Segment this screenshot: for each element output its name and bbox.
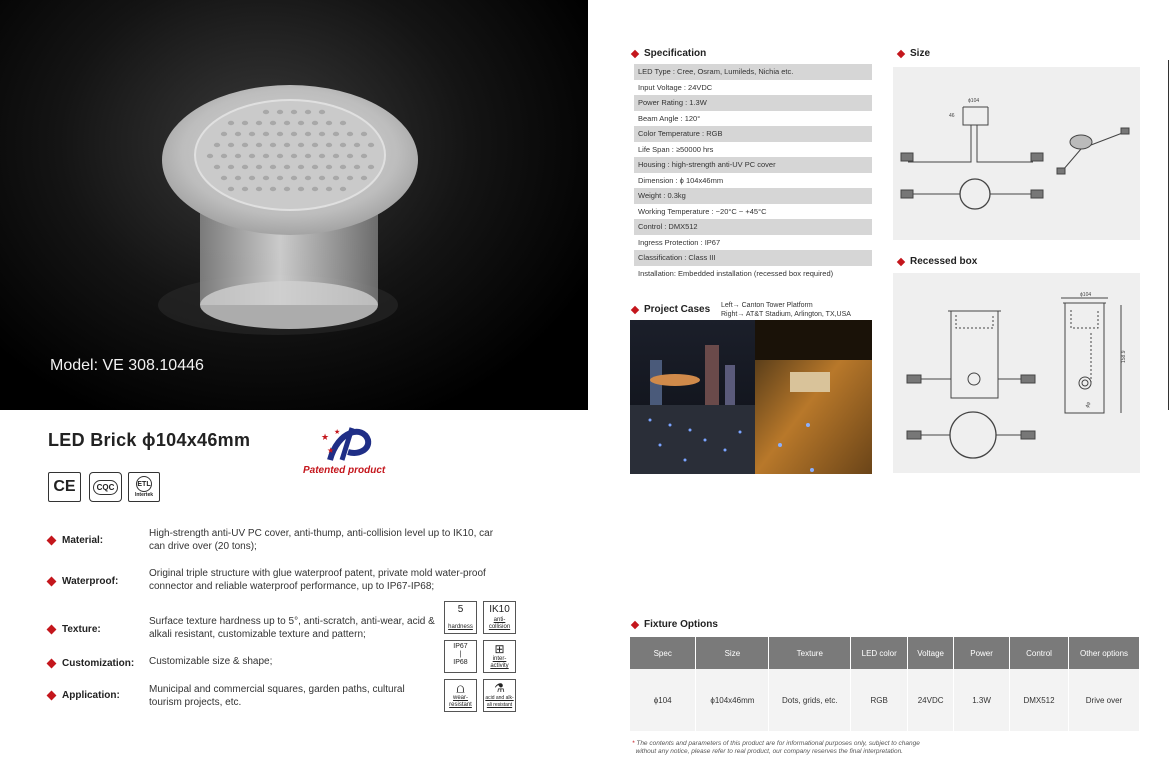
bullet-diamond-icon: [631, 49, 639, 57]
texture-dot: [277, 132, 283, 136]
texture-dot: [368, 165, 374, 169]
texture-dot: [361, 132, 367, 136]
spec-row: Control : DMX512: [634, 219, 872, 235]
project-caption: Left→ Canton Tower Platform Right→ AT&T Stadium, Arlington, TX,USA: [721, 302, 851, 318]
interactivity-badge: ⊞ inter-activity: [483, 640, 516, 673]
project-photo: [630, 320, 872, 474]
texture-dot: [221, 132, 227, 136]
product-title: LED Brick ϕ104x46mm: [48, 430, 251, 450]
spec-row: Installation: Embedded installation (recessed box required): [634, 266, 872, 282]
texture-dot: [298, 187, 304, 191]
texture-dot: [340, 143, 346, 147]
texture-dot: [270, 187, 276, 191]
bullet-diamond-icon: [47, 659, 57, 669]
texture-dot: [270, 165, 276, 169]
texture-dot: [305, 154, 311, 158]
bullet-diamond-icon: [47, 625, 57, 635]
fixture-options-heading: Fixture Options: [632, 619, 718, 630]
texture-dot: [277, 154, 283, 158]
texture-dot: [284, 165, 290, 169]
spec-row: Life Span : ≥50000 hrs: [634, 142, 872, 158]
texture-dot: [263, 132, 269, 136]
feature-text-texture: Surface texture hardness up to 5°, anti-scratch, anti-wear, acid & alkali resistant, customizable texture and pattern;: [149, 616, 435, 640]
texture-dot: [242, 187, 248, 191]
cqc-mark-icon: CQC: [89, 472, 122, 502]
spec-row: Weight : 0.3kg: [634, 188, 872, 204]
texture-dot: [319, 110, 325, 114]
svg-text:★: ★: [327, 446, 335, 455]
texture-dot: [256, 165, 262, 169]
texture-dot: [326, 165, 332, 169]
bullet-diamond-icon: [47, 577, 57, 587]
fixture-header-cell: LED color: [851, 637, 908, 669]
patent-logo-icon: [318, 420, 378, 470]
svg-text:ϕ9: ϕ9: [1084, 401, 1093, 409]
svg-text:★: ★: [334, 429, 341, 436]
svg-text:158.9: 158.9: [1121, 350, 1127, 363]
texture-dot: [340, 165, 346, 169]
spec-row: Ingress Protection : IP67: [634, 235, 872, 251]
grid-icon: ⊞: [494, 642, 505, 656]
texture-dot: [361, 176, 367, 180]
texture-dot: [235, 176, 241, 180]
texture-dot: [347, 132, 353, 136]
fixture-header-cell: Voltage: [908, 637, 954, 669]
texture-dot: [256, 143, 262, 147]
fixture-value-cell: Drive over: [1069, 669, 1140, 731]
texture-dot: [284, 187, 290, 191]
texture-dot: [326, 187, 332, 191]
texture-dot: [256, 121, 262, 125]
texture-dot: [242, 143, 248, 147]
bullet-diamond-icon: [897, 49, 905, 57]
texture-dot: [347, 176, 353, 180]
texture-dot: [354, 143, 360, 147]
texture-dot: [228, 187, 234, 191]
texture-dot: [291, 110, 297, 114]
texture-dot: [319, 176, 325, 180]
texture-dot: [312, 165, 318, 169]
feature-label-texture: Texture:: [62, 624, 101, 635]
texture-dot: [298, 121, 304, 125]
texture-dot: [340, 187, 346, 191]
texture-dot: [228, 143, 234, 147]
texture-dot: [298, 143, 304, 147]
texture-dot: [298, 165, 304, 169]
texture-dot: [340, 121, 346, 125]
texture-dot: [235, 132, 241, 136]
texture-dot: [263, 154, 269, 158]
texture-dot: [256, 187, 262, 191]
fixture-header-cell: Power: [954, 637, 1010, 669]
svg-text:46: 46: [949, 113, 955, 119]
specification-table: [634, 64, 872, 281]
ce-mark-icon: CE: [48, 472, 81, 502]
spec-row: Working Temperature : −20°C ~ +45°C: [634, 204, 872, 220]
disclaimer-footnote: * The contents and parameters of this product are for informational purposes only, subject to change without any notice, please refer to real product, our company reserves the final interpretation.: [632, 740, 920, 755]
fixture-value-cell: 1.3W: [954, 669, 1010, 731]
ik10-badge: IK10 anti-collision: [483, 601, 516, 634]
texture-dot: [326, 121, 332, 125]
texture-dot: [319, 154, 325, 158]
texture-dot: [277, 110, 283, 114]
texture-dot: [347, 154, 353, 158]
feature-text-material: High-strength anti-UV PC cover, anti-thump, anti-collision level up to IK10, car can drive over (20 tons);: [149, 528, 494, 552]
texture-dot: [249, 154, 255, 158]
texture-dot: [305, 110, 311, 114]
texture-dot: [221, 154, 227, 158]
texture-dot: [277, 176, 283, 180]
fixture-value-cell: ϕ104x46mm: [696, 669, 769, 731]
spec-row: Power Rating : 1.3W: [634, 95, 872, 111]
feature-label-material: Material:: [62, 535, 104, 546]
texture-dot: [305, 176, 311, 180]
texture-dot: [284, 143, 290, 147]
feature-label-waterproof: Waterproof:: [62, 576, 119, 587]
page-edge-divider: [1168, 60, 1169, 410]
feature-label-customization: Customization:: [62, 658, 135, 669]
recessed-box-drawing: [893, 273, 1140, 473]
texture-dot: [270, 143, 276, 147]
texture-dot: [235, 154, 241, 158]
texture-dot: [249, 176, 255, 180]
bullet-diamond-icon: [47, 536, 57, 546]
fixture-header-cell: Other options: [1069, 637, 1140, 669]
texture-dot: [312, 187, 318, 191]
project-cases-heading: Project Cases: [632, 304, 710, 315]
texture-dot: [361, 154, 367, 158]
size-heading: Size: [898, 48, 930, 59]
texture-dot: [214, 165, 220, 169]
texture-dot: [368, 143, 374, 147]
texture-dot: [291, 132, 297, 136]
texture-dot: [228, 165, 234, 169]
svg-text:★: ★: [321, 432, 330, 442]
texture-dot: [354, 165, 360, 169]
patent-text: Patented product: [303, 465, 386, 476]
fixture-header-cell: Size: [696, 637, 769, 669]
feature-label-application: Application:: [62, 690, 120, 701]
bullet-diamond-icon: [631, 305, 639, 313]
fixture-options-table: [630, 637, 1140, 731]
texture-dot: [214, 143, 220, 147]
specification-heading: Specification: [632, 48, 706, 59]
spec-row: Beam Angle : 120°: [634, 111, 872, 127]
ip-rating-badge: IP67 | IP68: [444, 640, 477, 673]
svg-text:ϕ104: ϕ104: [968, 98, 980, 104]
texture-dot: [242, 121, 248, 125]
spec-row: LED Type : Cree, Osram, Lumileds, Nichia etc.: [634, 64, 872, 80]
etl-intertek-mark-icon: ETL Intertek: [128, 472, 160, 502]
fixture-value-cell: ϕ104: [630, 669, 696, 731]
model-label: Model: VE 308.10446: [50, 357, 204, 374]
hardness-badge: 5 hardness: [444, 601, 477, 634]
fixture-header-cell: Spec: [630, 637, 696, 669]
fixture-value-cell: 24VDC: [908, 669, 954, 731]
spec-row: Housing : high-strength anti-UV PC cover: [634, 157, 872, 173]
texture-dot: [305, 132, 311, 136]
wear-resistant-badge: ⩍ wear-resistant: [444, 679, 477, 712]
product-photo: [0, 0, 588, 410]
texture-dot: [249, 132, 255, 136]
acid-drop-icon: ⚗: [494, 681, 505, 695]
fixture-value-cell: DMX512: [1010, 669, 1069, 731]
bullet-diamond-icon: [47, 691, 57, 701]
texture-dot: [221, 176, 227, 180]
fixture-value-cell: RGB: [851, 669, 908, 731]
texture-dot: [333, 176, 339, 180]
texture-dot: [319, 132, 325, 136]
led-brick-image: [0, 0, 588, 410]
fixture-value-cell: Dots, grids, etc.: [769, 669, 851, 731]
texture-dot: [207, 154, 213, 158]
fixture-header-cell: Texture: [769, 637, 851, 669]
texture-dot: [263, 176, 269, 180]
recessed-box-heading: Recessed box: [898, 256, 977, 267]
texture-dot: [333, 132, 339, 136]
feature-text-waterproof: Original triple structure with glue waterproof patent, private mold water-proof connector and reliable waterproof performance, up to IP67-IP68;: [149, 568, 486, 592]
spec-row: Classification : Class III: [634, 250, 872, 266]
texture-dot: [326, 143, 332, 147]
spec-row: Input Voltage : 24VDC: [634, 80, 872, 96]
fixture-header-cell: Control: [1010, 637, 1069, 669]
texture-dot: [333, 154, 339, 158]
texture-dot: [270, 121, 276, 125]
feature-text-application: Municipal and commercial squares, garden paths, cultural tourism projects, etc.: [149, 684, 405, 708]
texture-dot: [312, 121, 318, 125]
texture-dot: [263, 110, 269, 114]
acid-resistant-badge: ⚗ acid and alk-ali resistant: [483, 679, 516, 712]
feature-text-customization: Customizable size & shape;: [149, 656, 273, 667]
texture-dot: [242, 165, 248, 169]
texture-dot: [228, 121, 234, 125]
spec-row: Color Temperature : RGB: [634, 126, 872, 142]
texture-dot: [312, 143, 318, 147]
bullet-diamond-icon: [631, 620, 639, 628]
wear-icon: ⩍: [456, 681, 465, 696]
svg-text:ϕ104: ϕ104: [1080, 292, 1092, 298]
texture-dot: [291, 154, 297, 158]
size-drawing: [893, 67, 1140, 240]
bullet-diamond-icon: [897, 257, 905, 265]
texture-dot: [291, 176, 297, 180]
texture-dot: [284, 121, 290, 125]
spec-row: Dimension : ϕ 104x46mm: [634, 173, 872, 189]
